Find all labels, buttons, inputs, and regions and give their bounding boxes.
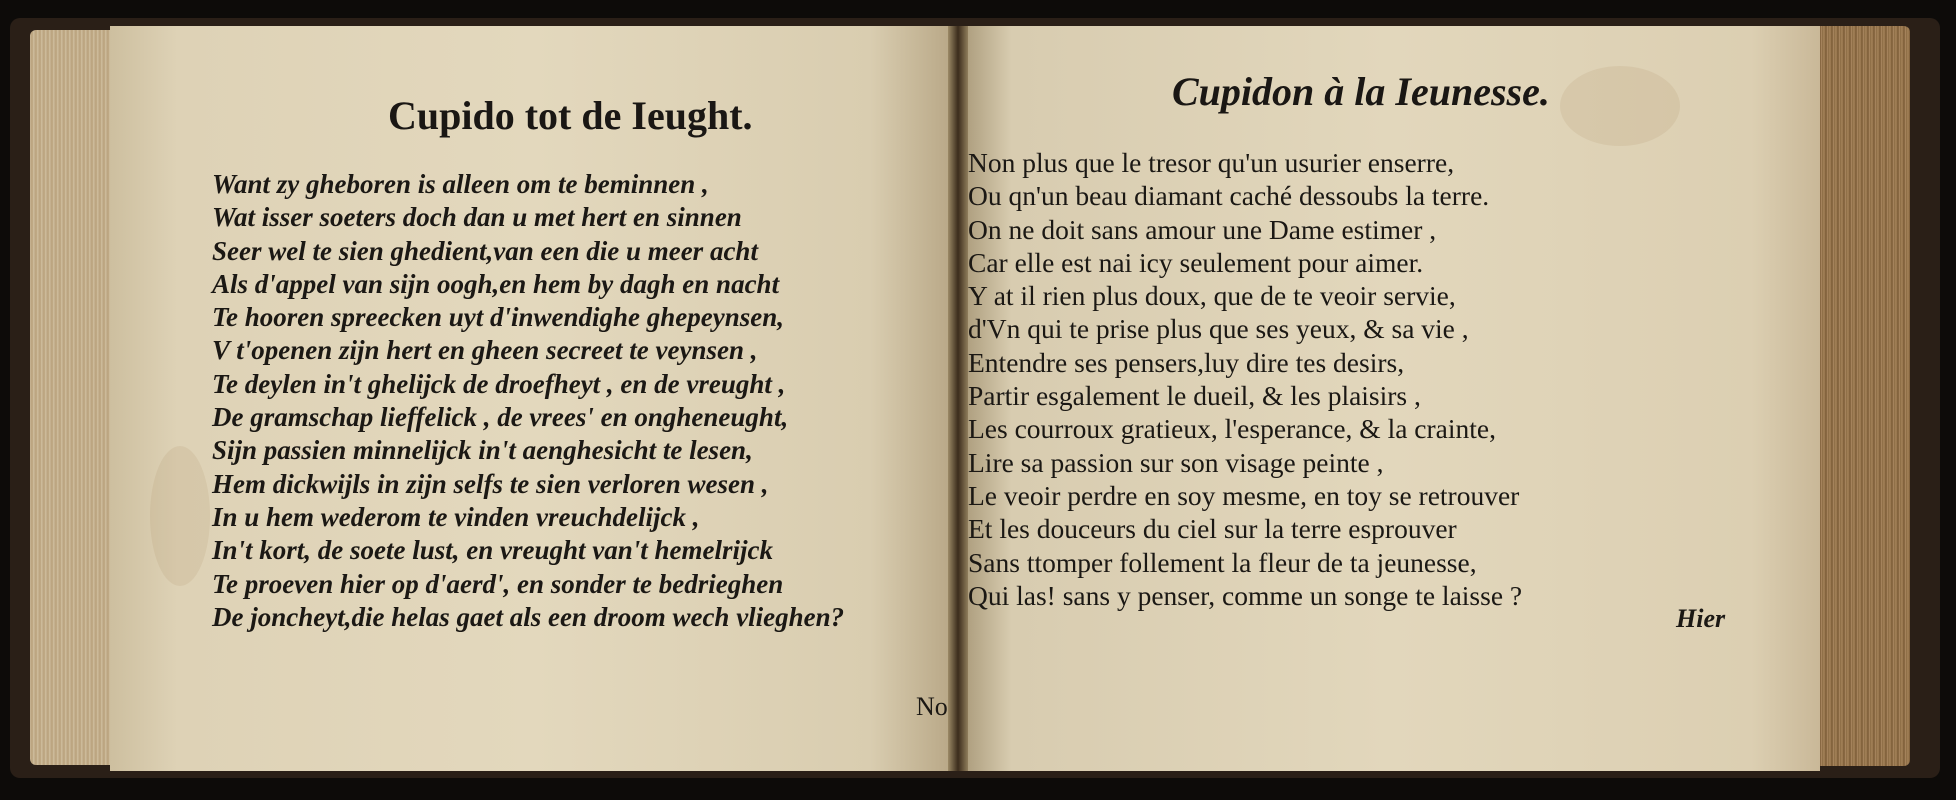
verse-line: In u hem wederom te vinden vreuchdelijck , (212, 501, 700, 532)
verse-line: Lire sa passion sur son visage peinte , (968, 446, 1384, 478)
page-stain (1560, 66, 1680, 146)
verse-line: Et les douceurs du ciel sur la terre esprouver (968, 513, 1457, 545)
verse-line: Partir esgalement le dueil, & les plaisirs , (968, 380, 1421, 412)
verse-line: Y at il rien plus doux, que de te veoir servie, (968, 280, 1456, 312)
verse-line: Sans ttomper follement la fleur de ta jeunesse, (968, 546, 1477, 578)
verse-line: Sijn passien minnelijck in't aenghesicht te lesen, (212, 435, 753, 466)
verse-line: Non plus que le tresor qu'un usurier enserre, (968, 147, 1455, 178)
verse-line: Want zy gheboren is alleen om te beminnen , (212, 169, 709, 199)
verse-line: Te hooren spreecken uyt d'inwendighe ghepeynsen, (212, 302, 785, 333)
left-page-verse (212, 168, 844, 634)
verse-line: Wat isser soeters doch dan u met hert en sinnen (212, 202, 742, 233)
verse-line: Les courroux gratieux, l'esperance, & la crainte, (968, 413, 1496, 445)
verse-line: Qui las! sans y penser, comme un songe te laisse ? (968, 579, 1523, 611)
right-page-verse (968, 146, 1522, 612)
right-page-catchword: Hier (1676, 604, 1726, 633)
left-page-catchword: No (916, 692, 948, 721)
verse-line: Seer wel te sien ghedient,van een die u meer acht (212, 235, 758, 266)
verse-line: On ne doit sans amour une Dame estimer , (968, 213, 1437, 245)
verse-line: Te deylen in't ghelijck de droefheyt , en de vreught , (212, 368, 786, 399)
right-page-edges (1810, 26, 1910, 766)
verse-line: Als d'appel van sijn oogh,en hem by dagh en nacht (212, 268, 780, 299)
verse-line: d'Vn qui te prise plus que ses yeux, & sa vie , (968, 313, 1469, 345)
verse-line: De gramschap lieffelick , de vrees' en ongheneught, (212, 402, 789, 433)
verse-line: Le veoir perdre en soy mesme, en toy se retrouver (968, 479, 1520, 511)
verse-line: Hem dickwijls in zijn selfs te sien verloren wesen , (212, 468, 769, 499)
verse-line: Te proeven hier op d'aerd', en sonder te bedrieghen (212, 568, 784, 599)
verse-line: De joncheyt,die helas gaet als een droom wech vlieghen? (212, 601, 845, 632)
verse-line: Car elle est nai icy seulement pour aimer. (968, 246, 1424, 278)
right-page-heading: Cupidon à la Ieunesse. (1172, 69, 1550, 114)
left-page-heading: Cupido tot de Ieught. (388, 93, 753, 138)
verse-line: V t'openen zijn hert en gheen secreet te veynsen , (212, 335, 758, 366)
verse-line: In't kort, de soete lust, en vreught van't hemelrijck (212, 535, 774, 566)
verse-line: Ou qn'un beau diamant caché dessoubs la terre. (968, 180, 1490, 212)
page-stain (150, 446, 210, 586)
book-gutter (948, 26, 968, 771)
verse-line: Entendre ses pensers,luy dire tes desirs, (968, 346, 1405, 378)
